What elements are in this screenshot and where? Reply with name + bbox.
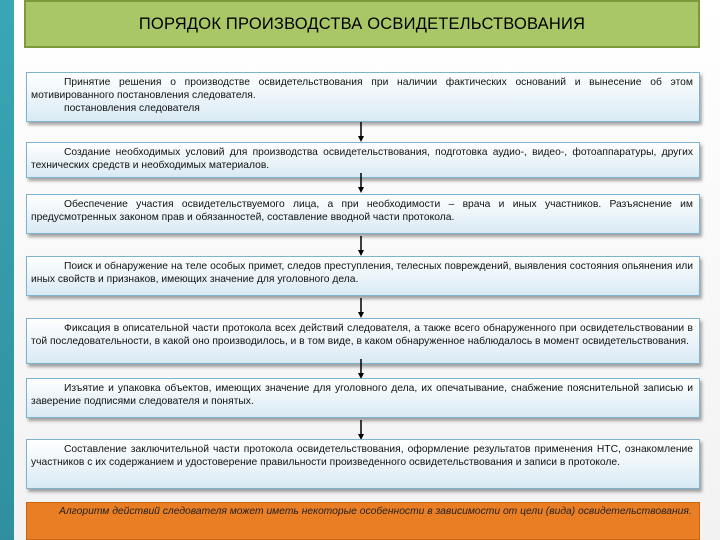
step-text-5: Фиксация в описательной части протокола всех действий следователя, а также всего обнаруженного при освидетельствовании в той последовательности, в какой оно производилось, и в том виде, в каком обнаруженное наблюдалось в момент освидетельствования. (31, 323, 693, 347)
page-title-text: ПОРЯДОК ПРОИЗВОДСТВА ОСВИДЕТЕЛЬСТВОВАНИЯ (138, 14, 586, 33)
step-text-6: Изъятие и упаковка объектов, имеющих значение для уголовного дела, их опечатывание, снабжение пояснительной записью и заверение подписями следователя и понятых. (31, 383, 693, 407)
step-box-3 (26, 194, 700, 234)
step-box-1 (26, 72, 700, 122)
flow-arrow-1 (358, 122, 364, 142)
flow-arrow-5 (358, 359, 364, 379)
step-box-7 (26, 439, 700, 489)
step-extra-1: постановления следователя (64, 103, 200, 114)
step-box-4 (26, 256, 700, 296)
step-text-1: Принятие решения о производстве освидетельствования при наличии фактических оснований и вынесение об этом мотивированного постановления следователя. (31, 77, 693, 101)
step-text-3: Обеспечение участия освидетельствуемого лица, а при необходимости – врача и иных участников. Разъяснение им предусмотренных законом прав и обязанностей, составление вводной части протокола. (31, 199, 693, 223)
step-box-6 (26, 378, 700, 418)
page-title (24, 0, 700, 48)
flow-arrow-3 (358, 236, 364, 256)
flow-arrow-4 (358, 298, 364, 318)
step-text-2: Создание необходимых условий для производства освидетельствования, подготовка аудио-, видео-, фотоаппаратуры, других технических средств и необходимых материалов. (31, 147, 693, 171)
flow-arrow-6 (358, 420, 364, 440)
note-box (26, 502, 700, 540)
flow-arrow-2 (358, 173, 364, 193)
step-box-5 (26, 318, 700, 364)
note-text: Алгоритм действий следователя может иметь некоторые особенности в зависимости от цели (вида) освидетельствования. (59, 506, 692, 517)
left-accent-strip (0, 0, 14, 540)
step-text-7: Составление заключительной части протокола освидетельствования, оформление результатов применения НТС, ознакомление участников с их содержанием и удостоверение правильности произведенного освидетельствования и записи в протоколе. (31, 444, 693, 468)
step-text-4: Поиск и обнаружение на теле особых примет, следов преступления, телесных повреждений, выявления состояния опьянения или иных свойств и признаков, имеющих значение для уголовного дела. (31, 261, 693, 285)
